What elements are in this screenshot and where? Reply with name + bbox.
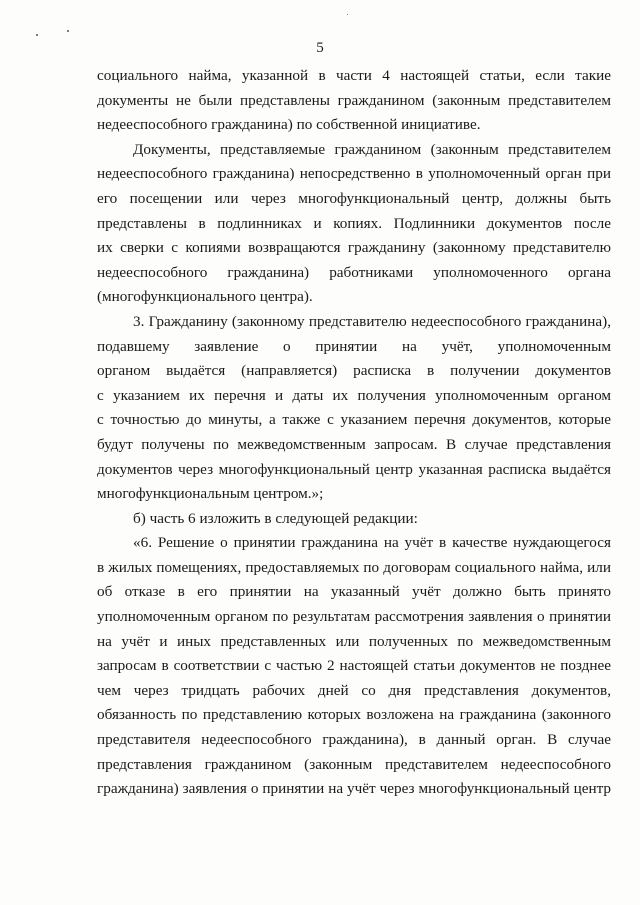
text-line: представлены в подлинниках и копиях. Подлинники документов после (97, 214, 611, 232)
text-line: социального найма, указанной в части 4 настоящей статьи, если такие (97, 67, 611, 84)
scan-speck (347, 14, 348, 15)
text-line: будут получены по межведомственным запросам. В случае представления (97, 435, 611, 453)
text-line: уполномоченным органом по результатам рассмотрения заявления о принятии (97, 608, 611, 626)
text-line: их сверки с копиями возвращаются гражданину (законному представителю (97, 239, 611, 257)
text-line: с указанием их перечня и даты их получения уполномоченным органом (97, 386, 611, 404)
text-line: б) часть 6 изложить в следующей редакции: (133, 509, 418, 527)
scan-speck (67, 30, 69, 32)
scan-speck (36, 34, 38, 36)
text-line: запросам в соответствии с частью 2 настоящей статьи документов не позднее (97, 657, 611, 675)
paragraph-item-6 (97, 531, 611, 802)
text-line: его посещении или через многофункциональный центр, должны быть (97, 189, 611, 207)
text-line: (многофункционального центра). (97, 288, 313, 306)
document-body (97, 64, 611, 802)
text-line: документов через многофункциональный центр указанная расписка выдаётся (97, 460, 611, 478)
text-line: органом выдаётся (направляется) расписка в получении документов (97, 362, 611, 380)
text-line: «6. Решение о принятии гражданина на учёт в качестве нуждающегося (133, 534, 611, 552)
paragraph-item-3 (97, 310, 611, 507)
text-line: на учёт и иных представленных или полученных по межведомственным (97, 632, 611, 650)
text-line: документы не были представлены гражданином (законным представителем (97, 91, 611, 109)
paragraph-continuation (97, 64, 611, 138)
page-number: 5 (316, 40, 324, 56)
text-line: в жилых помещениях, предоставляемых по договорам социального найма, или (97, 558, 611, 576)
text-line: обязанность по представлению которых возложена на гражданина (законного (97, 706, 611, 724)
text-line: представления гражданином (законным представителем недееспособного (97, 755, 611, 773)
text-line: 3. Гражданину (законному представителю недееспособного гражданина), (133, 312, 611, 330)
text-line: Документы, представляемые гражданином (законным представителем (133, 140, 611, 158)
text-line: недееспособного гражданина) работниками уполномоченного органа (97, 263, 611, 281)
paragraph-subitem-b (97, 507, 611, 532)
text-line: недееспособного гражданина) по собственной инициативе. (97, 116, 481, 134)
text-line: с точностью до минуты, а также с указанием перечня документов, которые (97, 411, 611, 429)
text-line: чем через тридцать рабочих дней со дня представления документов, (97, 681, 611, 699)
paragraph-documents (97, 138, 611, 310)
text-line: гражданина) заявления о принятии на учёт через многофункциональный центр (97, 780, 611, 798)
text-line: подавшему заявление о принятии на учёт, уполномоченным (97, 337, 611, 355)
text-line: недееспособного гражданина) непосредственно в уполномоченный орган при (97, 165, 611, 183)
text-line: об отказе в его принятии на указанный учёт должно быть принято (97, 583, 611, 601)
text-line: представителя недееспособного гражданина), в данный орган. В случае (97, 731, 611, 749)
text-line: многофункциональным центром.»; (97, 485, 324, 503)
